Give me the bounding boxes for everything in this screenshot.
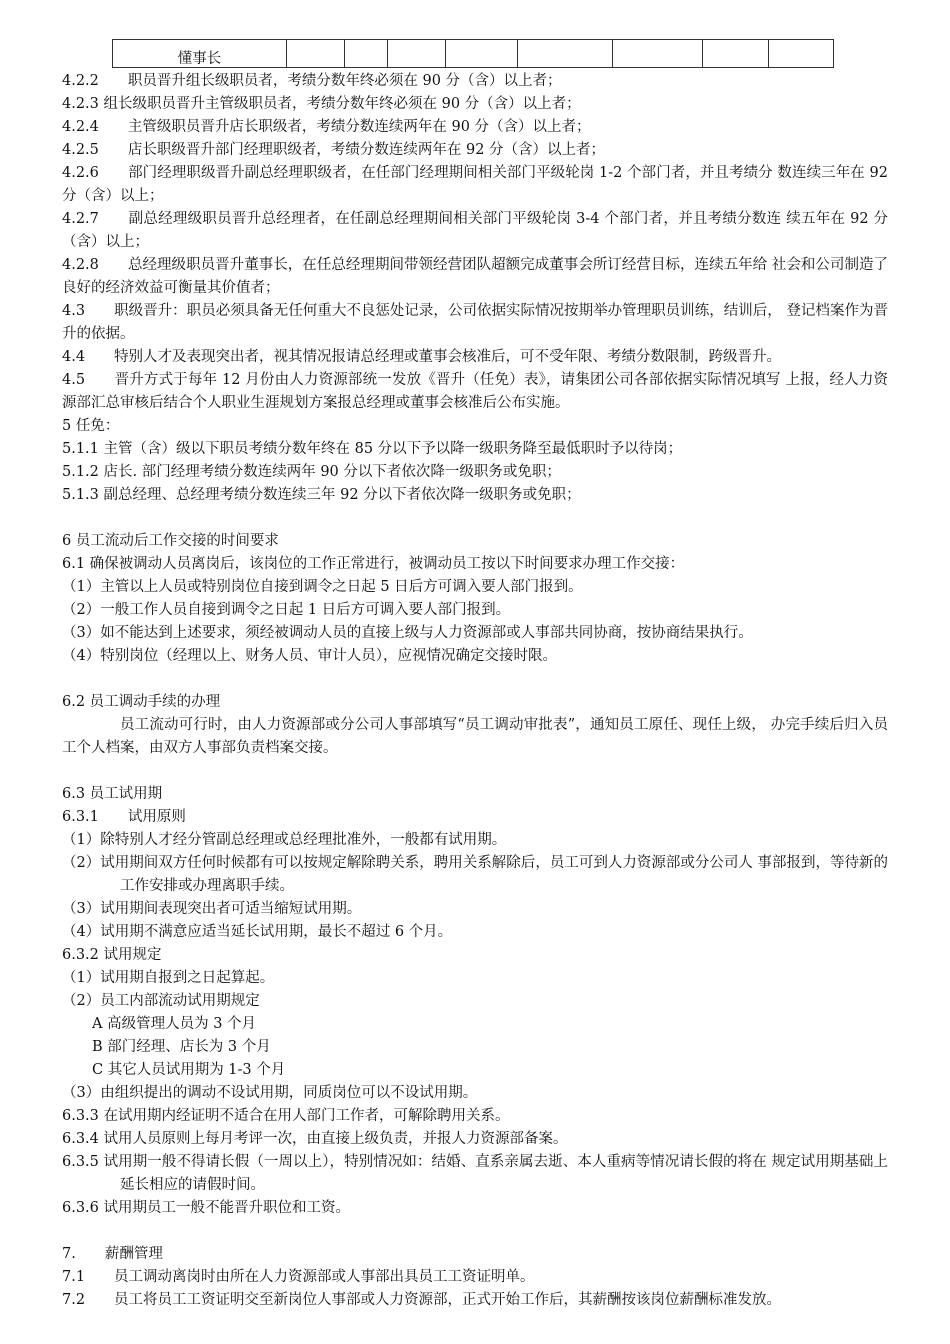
clause-6-3-2: 6.3.2 试用规定	[62, 947, 162, 963]
clause-4-2-5: 4.2.5 店长职级晋升部门经理职级者，考绩分数连续两年在 92 分（含）以上者；	[62, 142, 606, 158]
clause-6-1: 6.1 确保被调动人员离岗后，该岗位的工作正常进行，被调动员工按以下时间要求办理工作交接：	[62, 556, 685, 572]
promotion-table-fragment	[112, 39, 834, 68]
clause-7-1: 7.1 员工调动离岗时由所在人力资源部或人事部出具员工工资证明单。	[62, 1269, 535, 1285]
list-item: （3）如不能达到上述要求，须经被调动人员的直接上级与人力资源部或人事部共同协商，按协商结果执行。	[62, 625, 753, 641]
section-6-3-heading: 6.3 员工试用期	[62, 786, 163, 802]
list-item: （3）试用期间表现突出者可适当缩短试用期。	[62, 901, 362, 917]
clause-6-3-3: 6.3.3 在试用期内经证明不适合在用人部门工作者，可解除聘用关系。	[62, 1108, 510, 1124]
table-row	[113, 40, 834, 68]
section-5-heading: 5 任免：	[62, 418, 120, 434]
clause-4-2-7: 4.2.7 副总经理级职员晋升总经理者，在任副总经理期间相关部门平级轮岗 3-4 个部门者，并且考绩分数连 续五年在 92 分（含）以上；	[62, 211, 888, 250]
clause-4-4: 4.4 特别人才及表现突出者，视其情况报请总经理或董事会核准后，可不受年限、考绩分数限制，跨级晋升。	[62, 349, 782, 365]
table-cell	[388, 40, 446, 68]
table-cell	[769, 40, 834, 68]
table-cell	[345, 40, 388, 68]
table-cell	[446, 40, 518, 68]
section-6-heading: 6 员工流动后工作交接的时间要求	[62, 533, 279, 549]
section-6-2-heading: 6.2 员工调动手续的办理	[62, 694, 221, 710]
clause-4-2-4: 4.2.4 主管级职员晋升店长职级者，考绩分数连续两年在 90 分（含）以上者；	[62, 119, 591, 135]
list-item: （4）特别岗位（经理以上、财务人员、审计人员），应视情况确定交接时限。	[62, 648, 557, 664]
list-item: （2）试用期间双方任何时候都有可以按规定解除聘关系，聘用关系解除后，员工可到人力资源部或分公司人 事部报到，等待新的工作安排或办理离职手续。	[62, 855, 888, 894]
list-item: （2）一般工作人员自接到调令之日起 1 日后方可调入要人部门报到。	[62, 602, 511, 618]
sub-list-item: B 部门经理、店长为 3 个月	[92, 1039, 271, 1055]
table-cell	[518, 40, 613, 68]
clause-4-2-8: 4.2.8 总经理级职员晋升董事长，在任总经理期间带领经营团队超额完成董事会所订经营目标，连续五年给 社会和公司制造了良好的经济效益可衡量其价值者；	[62, 257, 888, 296]
list-item: （4）试用期不满意应适当延长试用期，最长不超过 6 个月。	[62, 924, 453, 940]
clause-5-1-2: 5.1.2 店长. 部门经理考绩分数连续两年 90 分以下者依次降一级职务或免职；	[62, 464, 561, 480]
section-7-heading: 7. 薪酬管理	[62, 1246, 163, 1262]
clause-7-2: 7.2 员工将员工工资证明交至新岗位人事部或人力资源部，正式开始工作后，其薪酬按该岗位薪酬标准发放。	[62, 1292, 782, 1308]
clause-4-2-6: 4.2.6 部门经理职级晋升副总经理职级者，在任部门经理期间相关部门平级轮岗 1-2 个部门者，并且考绩分 数连续三年在 92 分（含）以上；	[62, 165, 888, 204]
clause-4-2-3: 4.2.3 组长级职员晋升主管级职员者，考绩分数年终必须在 90 分（含）以上者；	[62, 96, 581, 112]
list-item: （1）试用期自报到之日起算起。	[62, 970, 275, 986]
clause-6-3-4: 6.3.4 试用人员原则上每月考评一次，由直接上级负责，并报人力资源部备案。	[62, 1131, 568, 1147]
clause-5-1-3: 5.1.3 副总经理、总经理考绩分数连续三年 92 分以下者依次降一级职务或免职；	[62, 487, 581, 503]
list-item: （1）除特别人才经分管副总经理或总经理批准外，一般都有试用期。	[62, 832, 507, 848]
table-cell-title: 懂事长	[113, 40, 287, 68]
clause-6-2-body: 员工流动可行时，由人力资源部或分公司人事部填写“员工调动审批表”，通知员工原任、现任上级， 办完手续后归入员工个人档案，由双方人事部负责档案交接。	[62, 717, 888, 756]
table-cell	[613, 40, 703, 68]
clause-4-5: 4.5 晋升方式于每年 12 月份由人力资源部统一发放《晋升（任免）表》，请集团公司各部依据实际情况填写 上报，经人力资源部汇总审核后结合个人职业生涯规划方案报总经理或董事会核准后公布实施。	[62, 372, 888, 411]
list-item: （3）由组织提出的调动不设试用期，同质岗位可以不设试用期。	[62, 1085, 478, 1101]
sub-list-item: C 其它人员试用期为 1-3 个月	[92, 1062, 286, 1078]
clause-6-3-1: 6.3.1 试用原则	[62, 809, 186, 825]
clause-6-3-6: 6.3.6 试用期员工一般不能晋升职位和工资。	[62, 1200, 351, 1216]
list-item: （2）员工内部流动试用期规定	[62, 993, 260, 1009]
list-item: （1）主管以上人员或特别岗位自接到调令之日起 5 日后方可调入要人部门报到。	[62, 579, 583, 595]
clause-4-2-2: 4.2.2 职员晋升组长级职员者，考绩分数年终必须在 90 分（含）以上者；	[62, 73, 562, 89]
clause-5-1-1: 5.1.1 主管（含）级以下职员考绩分数年终在 85 分以下予以降一级职务降至最低职时予以待岗；	[62, 441, 683, 457]
clause-6-3-5: 6.3.5 试用期一般不得请长假（一周以上），特别情况如：结婚、直系亲属去逝、本人重病等情况请长假的将在 规定试用期基础上延长相应的请假时间。	[62, 1154, 888, 1193]
table-cell	[287, 40, 345, 68]
clause-4-3: 4.3 职级晋升：职员必须具备无任何重大不良惩处记录，公司依据实际情况按期举办管理职员训练，结训后， 登记档案作为晋升的依据。	[62, 303, 888, 342]
document-body	[62, 70, 888, 1312]
table-cell	[703, 40, 769, 68]
sub-list-item: A 高级管理人员为 3 个月	[92, 1016, 257, 1032]
